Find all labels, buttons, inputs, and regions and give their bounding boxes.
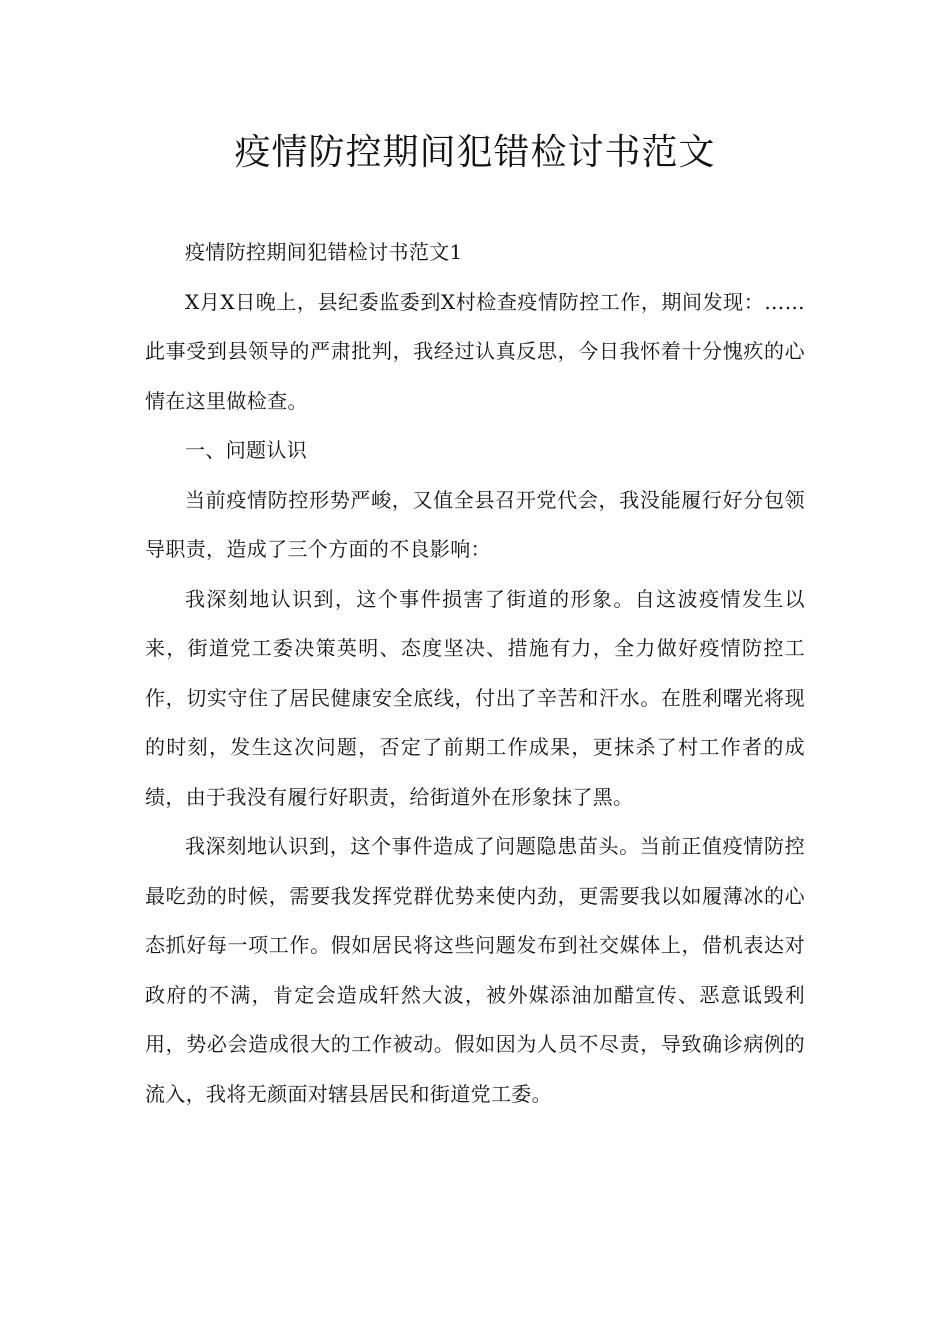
- document-body: [145, 228, 805, 1119]
- section-heading: 一、问题认识: [185, 438, 308, 462]
- paragraph-intro: X月X日晚上，县纪委监委到X村检查疫情防控工作，期间发现：……此事受到县领导的严肃批判，我经过认真反思，今日我怀着十分愧疚的心情在这里做检查。: [145, 289, 805, 413]
- paragraph-image-damage: 我深刻地认识到，这个事件损害了街道的形象。自这波疫情发生以来，街道党工委决策英明、态度坚决、措施有力，全力做好疫情防控工作，切实守住了居民健康安全底线，付出了辛苦和汗水。在胜利曙光将现的时刻，发生这次问题，否定了前期工作成果，更抹杀了村工作者的成绩，由于我没有履行好职责，给街道外在形象抹了黑。: [145, 586, 805, 809]
- document-title: 疫情防控期间犯错检讨书范文: [234, 132, 716, 173]
- paragraph-subtitle: 疫情防控期间犯错检讨书范文1: [185, 240, 463, 264]
- paragraph-hidden-risk: 我深刻地认识到，这个事件造成了问题隐患苗头。当前正值疫情防控最吃劲的时候，需要我发挥党群优势来使内劲，更需要我以如履薄冰的心态抓好每一项工作。假如居民将这些问题发布到社交媒体上，借机表达对政府的不满，肯定会造成轩然大波，被外媒添油加醋宣传、恶意诋毁利用，势必会造成很大的工作被动。假如因为人员不尽责，导致确诊病例的流入，我将无颜面对辖县居民和街道党工委。: [145, 834, 805, 1106]
- paragraph-situation: 当前疫情防控形势严峻，又值全县召开党代会，我没能履行好分包领导职责，造成了三个方面的不良影响：: [145, 487, 805, 561]
